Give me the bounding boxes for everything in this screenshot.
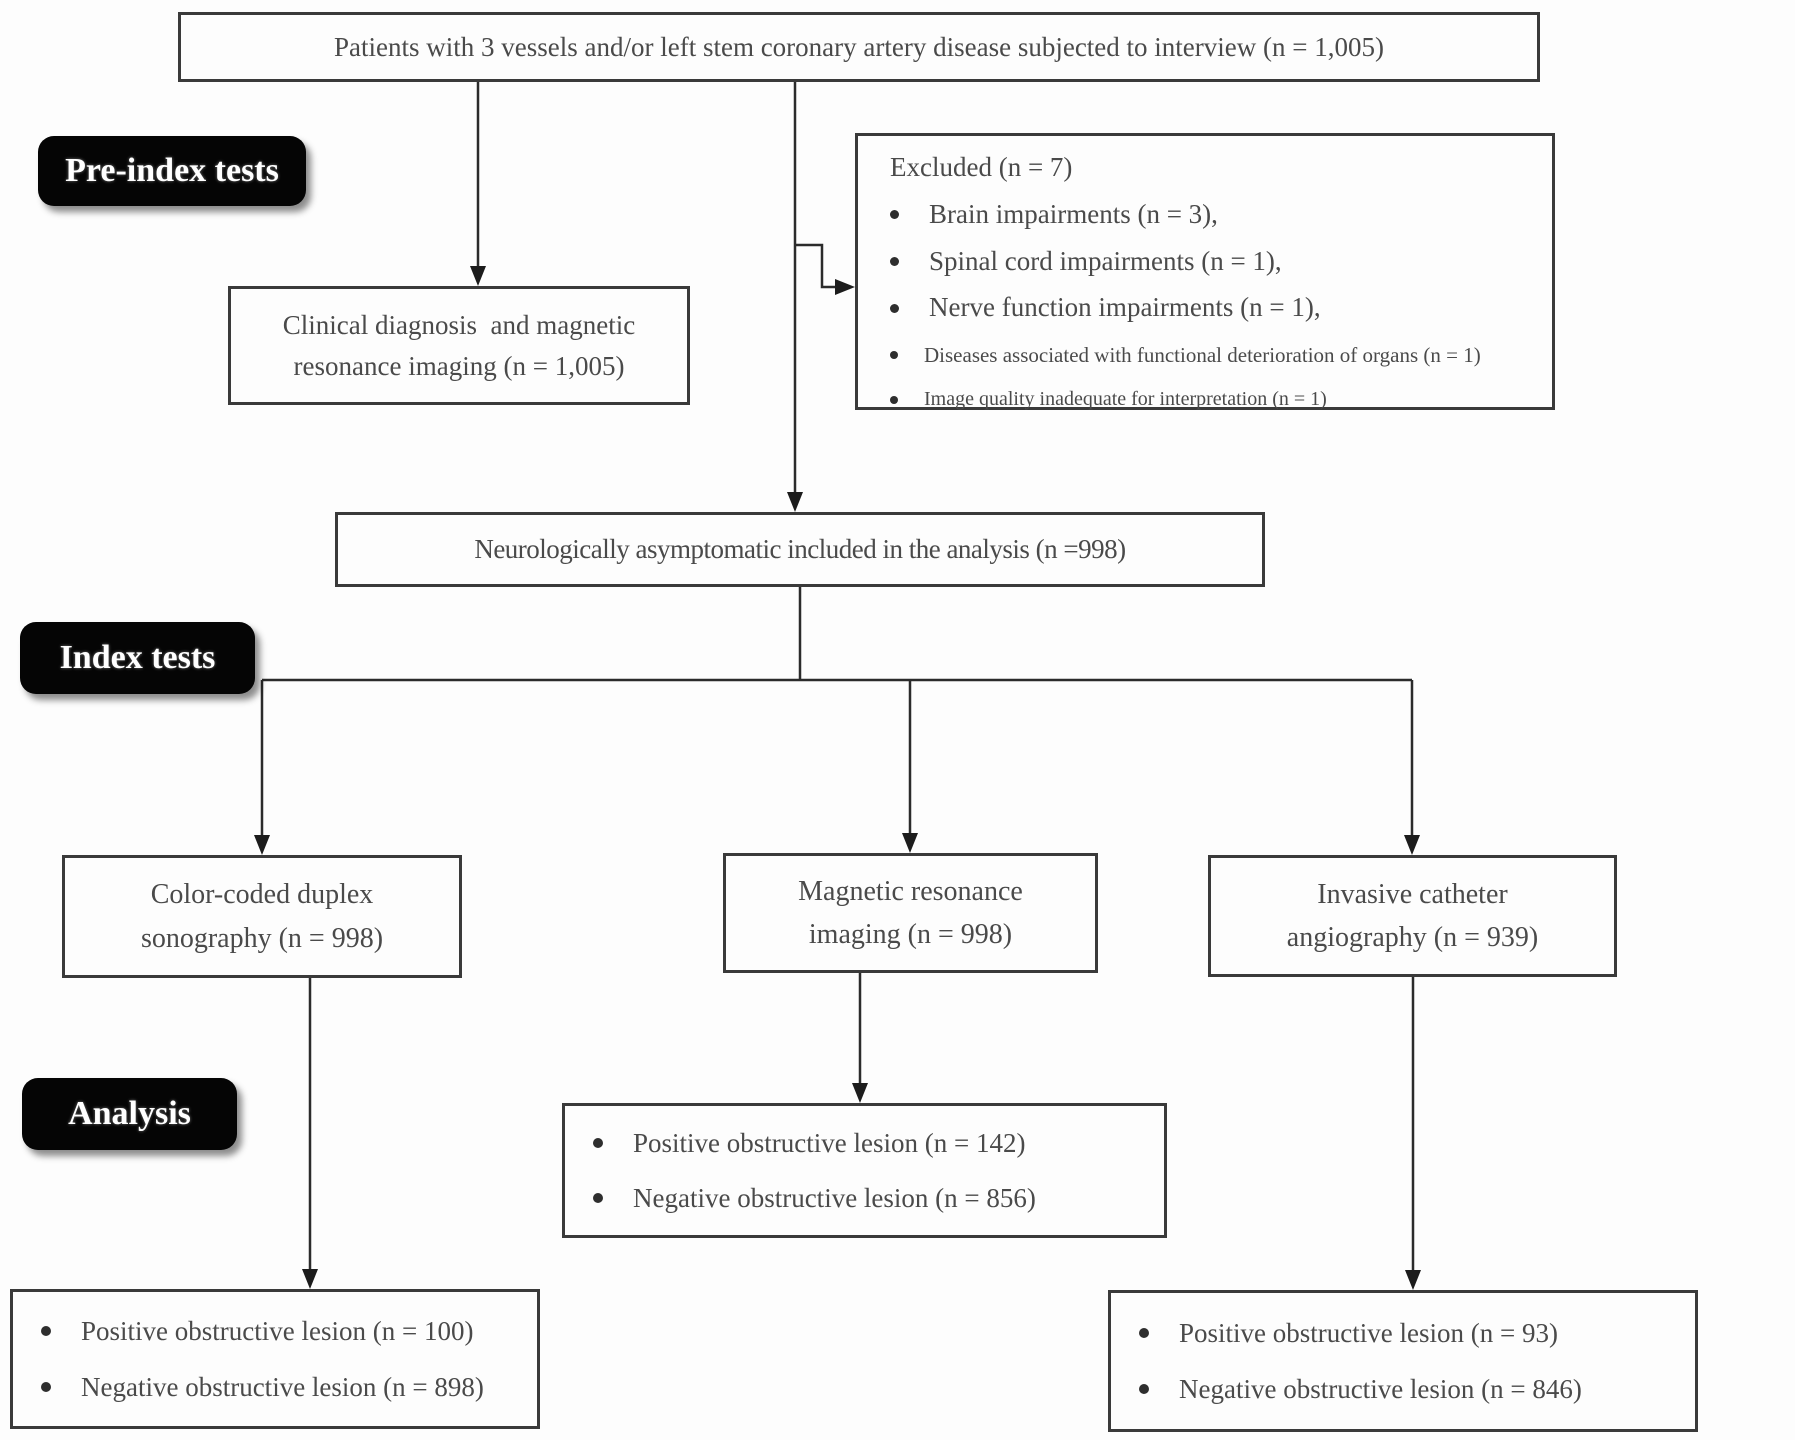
result-item-text: Positive obstructive lesion (n = 100) [81,1316,474,1346]
result-item [1139,1313,1685,1354]
result-item [1139,1369,1685,1410]
bullet-icon [41,1326,51,1336]
bullet-icon [890,304,899,313]
excluded-item-text: Brain impairments (n = 3), [929,198,1218,229]
stage-label-analysis [22,1078,237,1150]
result-item-text: Negative obstructive lesion (n = 856) [633,1183,1036,1213]
node-sonography [62,855,462,978]
excluded-item-text: Spinal cord impairments (n = 1), [929,245,1282,276]
bullet-icon [890,351,898,359]
result-item-text: Positive obstructive lesion (n = 142) [633,1127,1026,1158]
result-item-text: Negative obstructive lesion (n = 846) [1179,1373,1582,1404]
result-item-text: Negative obstructive lesion (n = 898) [81,1371,484,1402]
stage-label-pre-index-tests [38,136,306,206]
excluded-item [890,342,1540,368]
result-item [41,1311,527,1352]
bullet-icon [41,1382,51,1392]
node-patients [178,12,1540,82]
node-included-in-analysis [335,512,1265,587]
stage-label-analysis-text: Analysis [68,1095,191,1132]
node-mri [723,853,1098,973]
node-angiography-line2: angiography (n = 939) [1286,922,1539,953]
node-clinical-diagnosis [228,286,690,405]
result-item [41,1367,527,1408]
node-mri-line1: Magnetic resonance [798,875,1023,907]
excluded-item [890,387,1540,412]
node-angiography-line1: Invasive catheter [1317,878,1508,910]
line-included-to-distributor [262,587,1412,680]
arrow-elbow-to-excluded [795,245,840,287]
node-sonography-line2: sonography (n = 998) [140,922,384,954]
node-mri-results [562,1103,1167,1238]
node-mri-line2: imaging (n = 998) [808,919,1013,950]
excluded-item [890,291,1540,325]
node-included-text: Neurologically asymptomatic included in the analysis (n =998) [474,534,1126,564]
bullet-icon [593,1138,603,1148]
stage-label-index-tests-text: Index tests [59,639,216,676]
stage-label-pre-index-tests-text: Pre-index tests [65,152,279,189]
result-item [593,1123,1154,1164]
stage-label-index-tests [20,622,255,694]
excluded-item-text: Diseases associated with functional deterioration of organs (n = 1) [924,343,1481,367]
node-angiography-results [1108,1290,1698,1432]
node-sonography-line1: Color-coded duplex [150,879,374,911]
result-item-text: Positive obstructive lesion (n = 93) [1179,1318,1558,1348]
node-patients-text: Patients with 3 vessels and/or left stem coronary artery disease subjected to interview (n = 1,005) [334,31,1384,62]
excluded-item-text: Image quality inadequate for interpretation (n = 1) [924,388,1327,411]
bullet-icon [1139,1328,1149,1338]
node-sonography-results [10,1289,540,1429]
bullet-icon [890,396,898,404]
node-clinical-line2: resonance imaging (n = 1,005) [293,350,625,381]
node-clinical-line1: Clinical diagnosis and magnetic [282,310,636,340]
excluded-item [890,198,1540,232]
result-item [593,1178,1154,1219]
bullet-icon [1139,1384,1149,1394]
excluded-item-text: Nerve function impairments (n = 1), [929,292,1321,323]
bullet-icon [890,210,899,219]
node-angiography [1208,855,1617,977]
bullet-icon [890,257,899,266]
excluded-title: Excluded (n = 7) [890,152,1073,182]
node-excluded [855,133,1555,410]
excluded-item [890,245,1540,279]
bullet-icon [593,1193,603,1203]
